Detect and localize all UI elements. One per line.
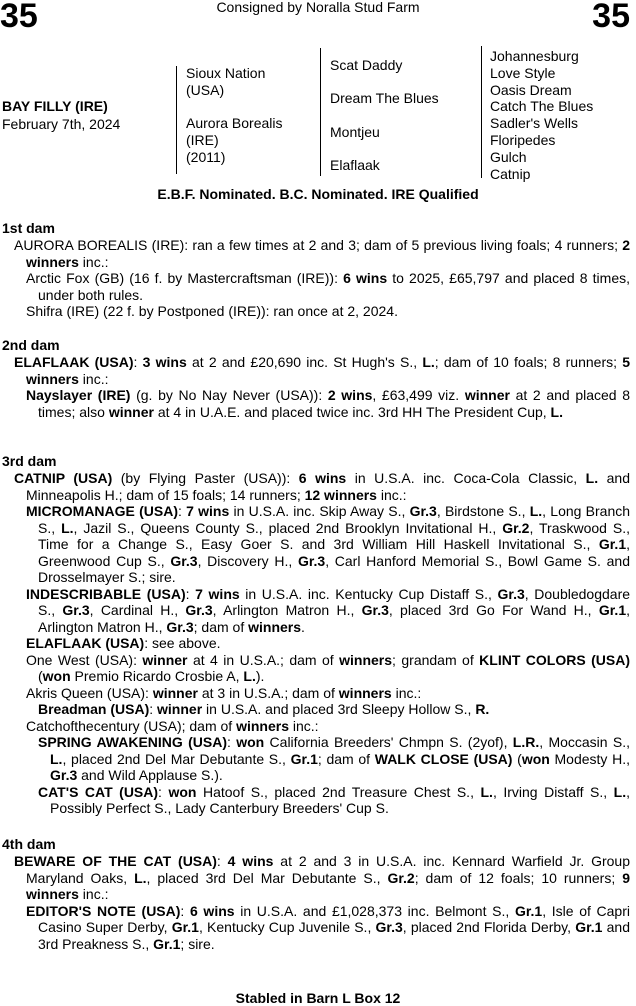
dam: Aurora Borealis (IRE) (2011) bbox=[186, 115, 283, 165]
third-dam-section bbox=[2, 453, 630, 817]
fourth-dam-heading: 4th dam bbox=[2, 836, 56, 852]
dam-of-sire: Dream The Blues bbox=[330, 90, 439, 106]
progeny-entry: Akris Queen (USA): winner at 3 in U.S.A.; dam of winners inc.: bbox=[26, 684, 422, 701]
lot-number: 35 bbox=[0, 0, 38, 35]
nominations: E.B.F. Nominated. B.C. Nominated. IRE Qualified bbox=[157, 186, 479, 202]
progeny-entry: EDITOR'S NOTE (USA): 6 wins in U.S.A. and £1,028,373 inc. Belmont S., Gr.1, Isle of Capri Casino Super Derby, Gr.1, Kentucky Cup Juvenile S., Gr.3, placed 2nd Florida Derby, Gr.1 and 3rd Preakness S., Gr.1; sire. bbox=[26, 902, 630, 952]
first-dam-heading: 1st dam bbox=[2, 220, 55, 236]
lot-number-right: 35 bbox=[592, 0, 630, 35]
progeny-entry: One West (USA): winner at 4 in U.S.A.; dam of winners; grandam of KLINT COLORS (USA) (won Premio Ricardo Crosbie A, L.). bbox=[26, 651, 630, 684]
fourth-dam-entry: BEWARE OF THE CAT (USA): 4 wins at 2 and 3 in U.S.A. inc. Kennard Warfield Jr. Group Maryland Oaks, L., placed 3rd Del Mar Debutante S., Gr.2; dam of 12 foals; 10 runners; 9 winners inc.: bbox=[14, 853, 630, 902]
second-dam-section bbox=[2, 337, 630, 420]
stabled-location: Stabled in Barn L Box 12 bbox=[235, 990, 401, 1006]
fourth-dam-section bbox=[2, 836, 630, 952]
third-dam-heading: 3rd dam bbox=[2, 453, 57, 469]
first-dam-section bbox=[2, 220, 630, 320]
third-dam-entry: CATNIP (USA) (by Flying Paster (USA)): 6 wins in U.S.A. inc. Coca-Cola Classic, L. and Minneapolis H.; dam of 15 foals; 14 runners; 12 winners inc.: bbox=[14, 470, 630, 503]
second-dam-entry: ELAFLAAK (USA): 3 wins at 2 and £20,690 inc. St Hugh's S., L.; dam of 10 foals; 8 runners; 5 winners inc.: bbox=[14, 354, 631, 387]
progeny-entry: Shifra (IRE) (22 f. by Postponed (IRE)): ran once at 2, 2024. bbox=[26, 303, 398, 319]
progeny-entry: Breadman (USA): winner in U.S.A. and placed 3rd Sleepy Hollow S., R. bbox=[38, 701, 490, 717]
progeny-entry: Nayslayer (IRE) (g. by No Nay Never (USA)): 2 wins, £63,499 viz. winner at 2 and placed 8 times; also winner at 4 in U.A.E. and placed twice inc. 3rd HH The President Cup, L. bbox=[26, 387, 631, 420]
sire-of-dam: Montjeu bbox=[330, 124, 380, 140]
progeny-entry: Arctic Fox (GB) (16 f. by Mastercraftsman (IRE)): 6 wins to 2025, £65,797 and placed 8 times, under both rules. bbox=[26, 270, 630, 303]
second-dam-heading: 2nd dam bbox=[2, 337, 60, 353]
progeny-entry: MICROMANAGE (USA): 7 wins in U.S.A. inc. Skip Away S., Gr.3, Birdstone S., L., Long Branch S., L., Jazil S., Queens County S., placed 2nd Brooklyn Invitational H., Gr.2, Traskwood S., Time for a Change S., Easy Goer S. and 3rd William Hill Haskell Invitational S., Gr.1, Greenwood Cup S., Gr.3, Discovery H., Gr.3, Carl Hanford Memorial S., Bowl Game S. and Drosselmayer S.; sire. bbox=[26, 503, 631, 585]
progeny-entry: ELAFLAAK (USA): see above. bbox=[26, 635, 221, 651]
progeny-entry: INDESCRIBABLE (USA): 7 wins in U.S.A. inc. Kentucky Cup Distaff S., Gr.3, Doubledogdare S., Gr.3, Cardinal H., Gr.3, Arlington Matron H., Gr.3, placed 3rd Go For Wand H., Gr.1, Arlington Matron H., Gr.3; dam of winners. bbox=[26, 585, 631, 635]
third-generation: Johannesburg Love Style Oasis Dream Catch The Blues Sadler's Wells Floripedes Gulch Catnip bbox=[490, 48, 594, 182]
sire: Sioux Nation (USA) bbox=[186, 65, 266, 98]
progeny-entry: Catchofthecentury (USA); dam of winners inc.: bbox=[26, 717, 319, 734]
consignor: Consigned by Noralla Stud Farm bbox=[216, 0, 420, 15]
pedigree-bracket-3 bbox=[481, 46, 482, 178]
progeny-entry: CAT'S CAT (USA): won Hatoof S., placed 2nd Treasure Chest S., L., Irving Distaff S., L., Possibly Perfect S., Lady Canterbury Breeders' Cup S. bbox=[38, 783, 630, 816]
dam-of-dam: Elaflaak bbox=[330, 157, 380, 173]
sire-of-sire: Scat Daddy bbox=[330, 57, 403, 73]
pedigree-bracket-1 bbox=[176, 66, 177, 174]
first-dam-entry: AURORA BOREALIS (IRE): ran a few times at 2 and 3; dam of 5 previous living foals; 4 runners; 2 winners inc.: bbox=[14, 237, 630, 270]
progeny-entry: SPRING AWAKENING (USA): won California Breeders' Chmpn S. (2yof), L.R., Moccasin S., L., placed 2nd Del Mar Debutante S., Gr.1; dam of WALK CLOSE (USA) (won Modesty H., Gr.3 and Wild Applause S.). bbox=[38, 734, 631, 783]
pedigree-bracket-2 bbox=[320, 48, 321, 176]
horse-dob: February 7th, 2024 bbox=[2, 116, 121, 132]
horse-name: BAY FILLY (IRE) bbox=[2, 98, 108, 114]
